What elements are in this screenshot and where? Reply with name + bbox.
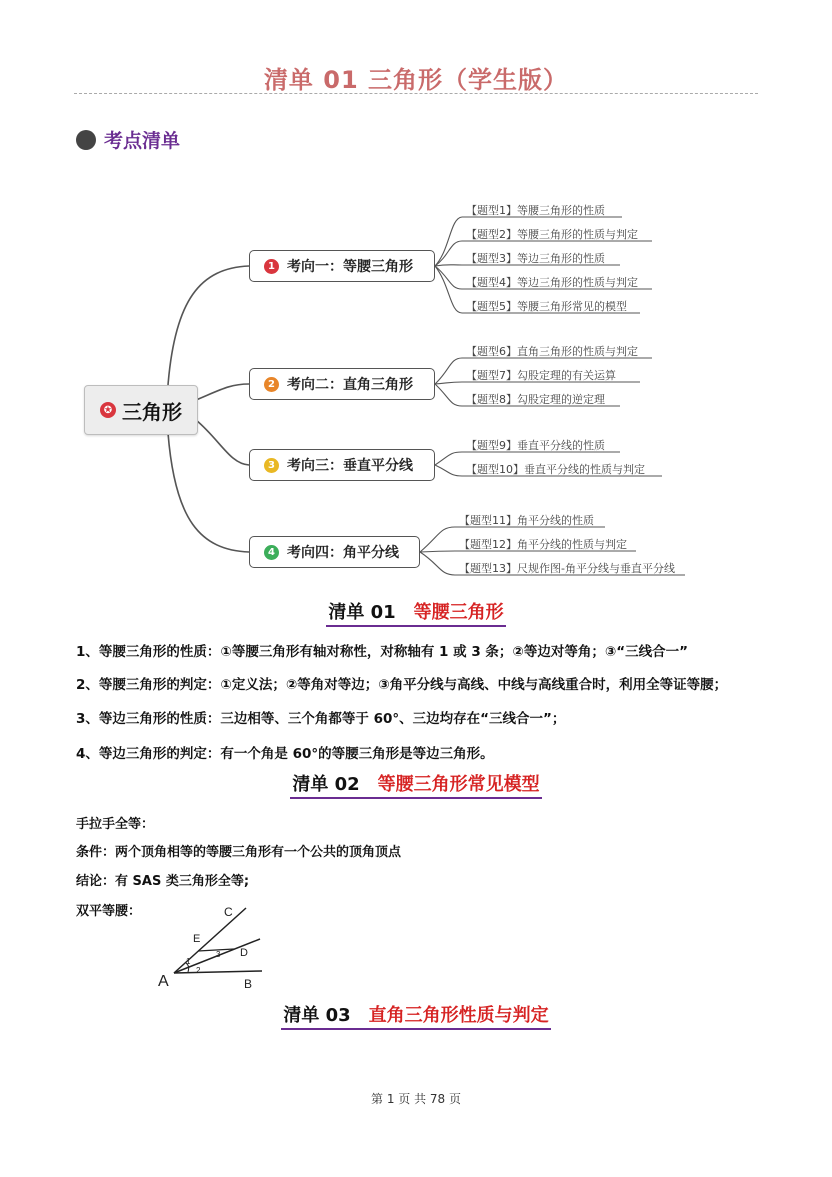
list01-heading-underline — [326, 598, 505, 627]
mindmap-branch-3 — [249, 449, 435, 481]
ray-ac — [174, 908, 246, 973]
leaf-item: 【题型1】等腰三角形的性质 — [466, 204, 605, 217]
list02-heading-underline — [290, 770, 541, 799]
section-heading-label: 考点清单 — [104, 130, 181, 152]
list02-heading — [0, 770, 832, 799]
leaf-item: 【题型5】等腰三角形常见的模型 — [466, 300, 627, 313]
mindmap-branch-1 — [249, 250, 435, 282]
label-1: 1 — [186, 957, 191, 966]
leaf-item: 【题型13】尺规作图-角平分线与垂直平分线 — [459, 562, 675, 575]
mindmap-root — [84, 385, 198, 435]
star-badge-icon: ✪ — [100, 402, 116, 418]
list01-topic: 等腰三角形 — [413, 602, 504, 623]
number-3-icon: 3 — [264, 458, 279, 473]
list02-topic: 等腰三角形常见模型 — [377, 774, 540, 795]
label-b: B — [244, 977, 253, 991]
label-3: 3 — [216, 950, 221, 959]
angle-bisector-figure — [150, 900, 280, 995]
list03-heading — [0, 1001, 832, 1030]
list02-line-3: 结论：有 SAS 类三角形全等; — [76, 874, 250, 889]
page-title: 清单 01 三角形（学生版） — [263, 66, 569, 94]
branch-label: 考向四：角平分线 — [287, 545, 399, 561]
list01-item-3: 3、等边三角形的性质：三边相等、三个角都等于 60°、三边均存在“三线合一”； — [76, 711, 566, 727]
number-2-icon: 2 — [264, 377, 279, 392]
mindmap-branch-2 — [249, 368, 435, 400]
leaf-item: 【题型3】等边三角形的性质 — [466, 252, 605, 265]
label-c: C — [224, 905, 233, 919]
list03-topic: 直角三角形性质与判定 — [368, 1005, 549, 1026]
leaf-item: 【题型9】垂直平分线的性质 — [466, 439, 605, 452]
list01-item-2: 2、等腰三角形的判定：①定义法；②等角对等边；③角平分线与高线、中线与高线重合时，利用全等证等腰； — [76, 677, 728, 693]
list02-line-1: 手拉手全等： — [76, 817, 155, 832]
label-2: 2 — [196, 966, 201, 975]
ray-ab — [174, 971, 262, 973]
mindmap-branch-4 — [249, 536, 420, 568]
number-1-icon: 1 — [264, 259, 279, 274]
list01-item-4: 4、等边三角形的判定：有一个角是 60°的等腰三角形是等边三角形。 — [76, 746, 494, 762]
list01-item-1: 1、等腰三角形的性质：①等腰三角形有轴对称性，对称轴有 1 或 3 条；②等边对等角；③“三线合一” — [76, 644, 689, 660]
page-footer: 第 1 页 共 78 页 — [371, 1092, 461, 1106]
label-a: A — [158, 973, 169, 990]
leaf-item: 【题型2】等腰三角形的性质与判定 — [466, 228, 638, 241]
label-d: D — [240, 947, 248, 959]
branch-label: 考向二：直角三角形 — [287, 377, 413, 393]
list02-line-2: 条件：两个顶角相等的等腰三角形有一个公共的顶角顶点 — [76, 845, 402, 860]
leaf-item: 【题型8】勾股定理的逆定理 — [466, 393, 605, 406]
number-4-icon: 4 — [264, 545, 279, 560]
list01-heading — [0, 598, 832, 627]
list03-heading-underline — [281, 1001, 550, 1030]
mindmap-root-label: 三角形 — [122, 399, 182, 424]
branch-label: 考向一：等腰三角形 — [287, 259, 413, 275]
leaf-item: 【题型12】角平分线的性质与判定 — [459, 538, 627, 551]
leaf-item: 【题型11】角平分线的性质 — [459, 514, 594, 527]
label-e: E — [193, 933, 201, 945]
leaf-item: 【题型7】勾股定理的有关运算 — [466, 369, 616, 382]
list01-label: 清单 01 — [328, 602, 396, 623]
leaf-item: 【题型10】垂直平分线的性质与判定 — [466, 463, 645, 476]
list02-label: 清单 02 — [292, 774, 360, 795]
branch-label: 考向三：垂直平分线 — [287, 458, 413, 474]
list03-label: 清单 03 — [283, 1005, 351, 1026]
list02-line-4: 双平等腰： — [76, 904, 142, 919]
leaf-item: 【题型4】等边三角形的性质与判定 — [466, 276, 638, 289]
leaf-item: 【题型6】直角三角形的性质与判定 — [466, 345, 638, 358]
